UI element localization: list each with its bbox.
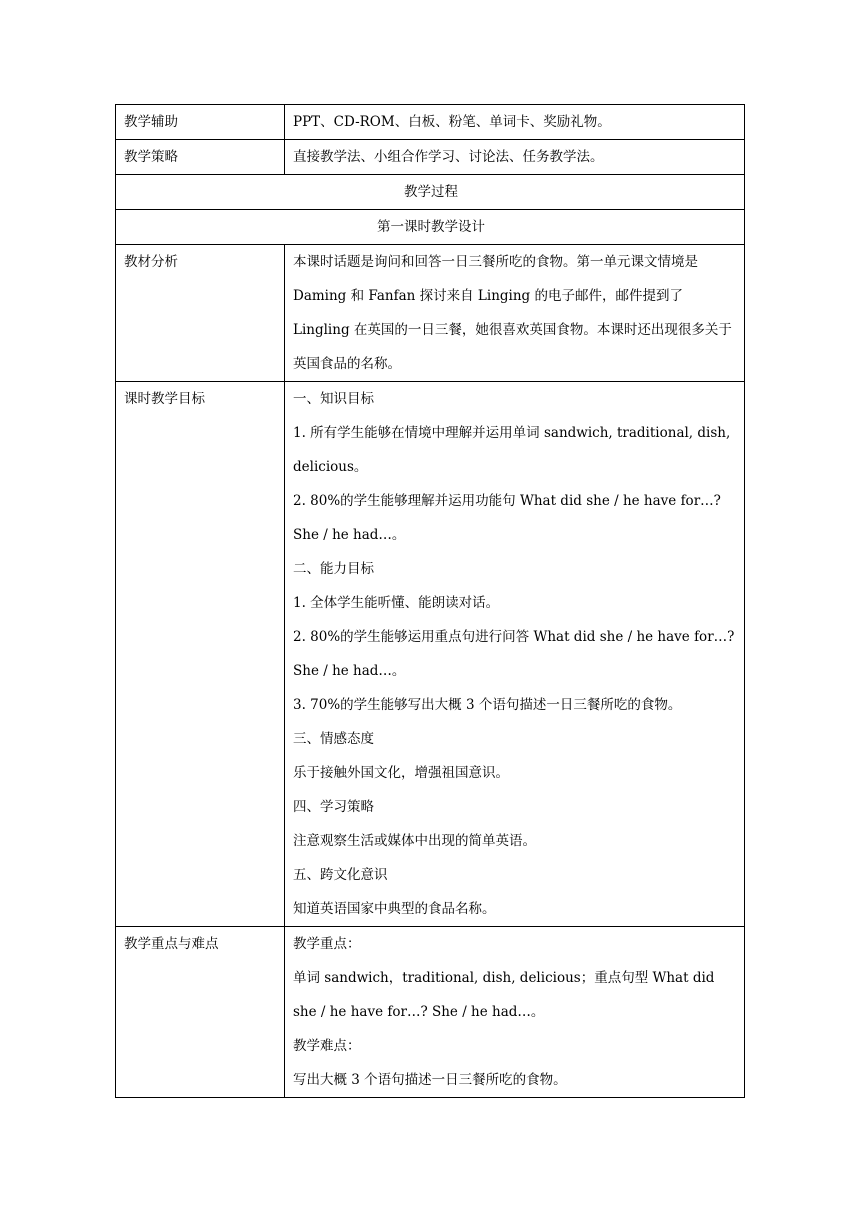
objective-line: 2. 80%的学生能够理解并运用功能句 What did she / he have for…? She / he had…。	[293, 493, 721, 543]
objective-line: 知道英语国家中典型的食品名称。	[293, 901, 496, 917]
objective-line: 1. 所有学生能够在情境中理解并运用单词 sandwich, traditional, dish, delicious。	[293, 425, 731, 475]
objective-line: 三、情感态度	[293, 731, 374, 747]
objective-line: 2. 80%的学生能够运用重点句进行问答 What did she / he have for…? She / he had…。	[293, 629, 735, 679]
objective-line: 四、学习策略	[293, 799, 374, 815]
table-row-key-points	[116, 927, 745, 1098]
objective-line: 3. 70%的学生能够写出大概 3 个语句描述一日三餐所吃的食物。	[293, 697, 682, 713]
table-row-objectives	[116, 382, 745, 927]
table-row-strategy	[116, 140, 745, 175]
key-point-line: 教学难点：	[293, 1038, 361, 1054]
lesson-plan-table	[115, 104, 745, 1098]
key-points-label: 教学重点与难点	[116, 927, 285, 1098]
objective-line: 五、跨文化意识	[293, 867, 388, 883]
analysis-label: 教材分析	[116, 245, 285, 382]
key-point-line: 教学重点：	[293, 936, 361, 952]
process-header: 教学过程	[116, 175, 745, 210]
table-row-aids	[116, 105, 745, 140]
objectives-content	[285, 382, 745, 927]
objective-line: 二、能力目标	[293, 561, 374, 577]
aids-label: 教学辅助	[116, 105, 285, 140]
table-row-process-header	[116, 175, 745, 210]
key-points-content	[285, 927, 745, 1098]
objectives-label: 课时教学目标	[116, 382, 285, 927]
key-point-line: 写出大概 3 个语句描述一日三餐所吃的食物。	[293, 1072, 567, 1088]
objective-line: 乐于接触外国文化，增强祖国意识。	[293, 765, 509, 781]
objective-line: 1. 全体学生能听懂、能朗读对话。	[293, 595, 500, 611]
strategy-content: 直接教学法、小组合作学习、讨论法、任务教学法。	[285, 140, 745, 175]
objective-line: 一、知识目标	[293, 391, 374, 407]
aids-content: PPT、CD-ROM、白板、粉笔、单词卡、奖励礼物。	[285, 105, 745, 140]
table-row-lesson-header	[116, 210, 745, 245]
objective-line: 注意观察生活或媒体中出现的简单英语。	[293, 833, 536, 849]
lesson-header: 第一课时教学设计	[116, 210, 745, 245]
key-point-line: 单词 sandwich，traditional, dish, delicious；重点句型 What did she / he have for…? She / he had…。	[293, 970, 715, 1020]
table-row-analysis	[116, 245, 745, 382]
analysis-content: 本课时话题是询问和回答一日三餐所吃的食物。第一单元课文情境是 Daming 和 Fanfan 探讨来自 Linging 的电子邮件，邮件提到了 Lingling 在英国的一日三餐，她很喜欢英国食物。本课时还出现很多关于英国食品的名称。	[285, 245, 745, 382]
strategy-label: 教学策略	[116, 140, 285, 175]
